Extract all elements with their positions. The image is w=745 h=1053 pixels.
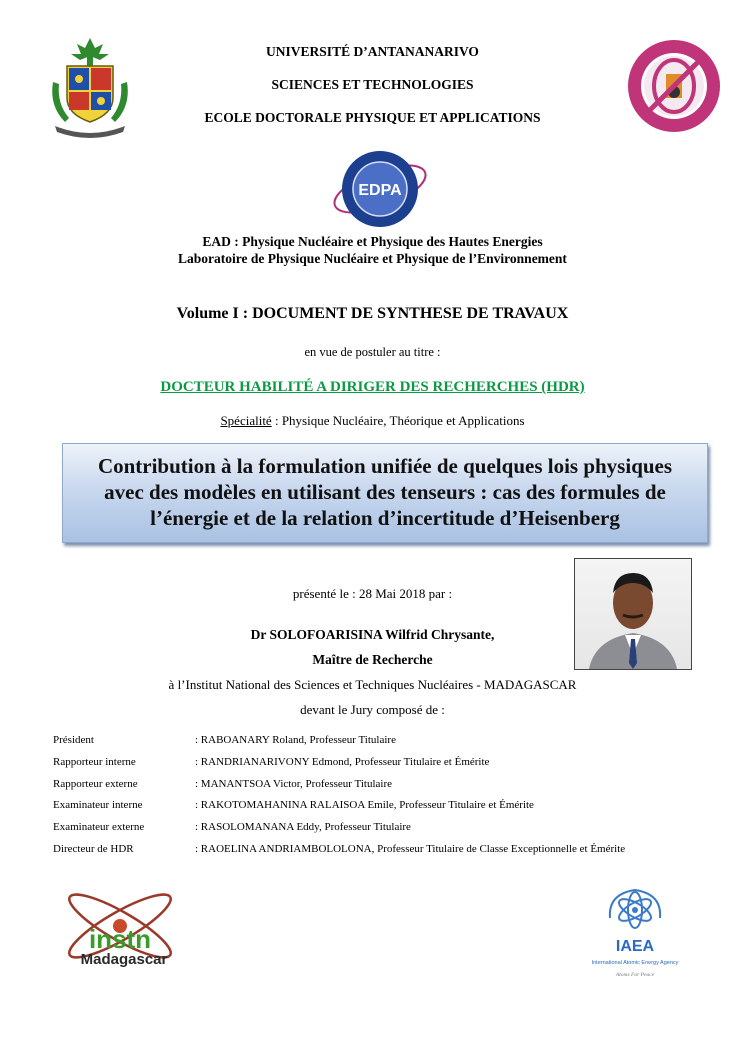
author-name: Dr SOLOFOARISINA Wilfrid Chrysante, <box>250 627 495 642</box>
jury-intro: devant le Jury composé de : <box>300 702 445 717</box>
doctoral-school-name: ECOLE DOCTORALE PHYSIQUE ET APPLICATIONS <box>204 110 541 125</box>
instn-logo-text: instn <box>88 924 152 954</box>
university-name: UNIVERSITÉ D’ANTANANARIVO <box>266 44 479 59</box>
specialty-value: : Physique Nucléaire, Théorique et Applications <box>271 413 525 428</box>
specialty-label: Spécialité <box>220 413 272 428</box>
jury-role: Directeur de HDR <box>53 843 134 855</box>
institution-line: à l’Institut National des Sciences et Techniques Nucléaires - MADAGASCAR <box>168 677 577 692</box>
degree-title-wrap <box>0 378 745 396</box>
jury-member: : RAOELINA ANDRIAMBOLOLONA, Professeur Titulaire de Classe Exceptionnelle et Émérite <box>195 843 626 855</box>
jury-role: Président <box>53 734 94 746</box>
jury-member: : MANANTSOA Victor, Professeur Titulaire <box>195 778 393 790</box>
jury-row <box>53 799 733 815</box>
edpa-logo-text: EDPA <box>358 182 402 199</box>
iaea-logo <box>580 884 690 980</box>
jury-row <box>53 734 733 750</box>
thesis-title-box <box>62 443 708 543</box>
thesis-title-line-1: Contribution à la formulation unifiée de quelques lois physiques <box>97 454 673 478</box>
thesis-title-line-2: avec des modèles en utilisant des tenseurs : cas des formules de <box>104 480 666 504</box>
jury-member: : RANDRIANARIVONY Edmond, Professeur Titulaire et Émérite <box>195 756 490 768</box>
jury-row <box>53 843 733 859</box>
iaea-logo-text: IAEA <box>615 938 655 955</box>
edpa-logo <box>330 143 430 235</box>
iaea-logo-motto: Atoms For Peace <box>615 972 655 978</box>
degree-title: DOCTEUR HABILITÉ A DIRIGER DES RECHERCHES (HDR) <box>160 379 585 395</box>
volume-title: Volume I : DOCUMENT DE SYNTHESE DE TRAVAUX <box>176 305 569 322</box>
iaea-logo-subtext: International Atomic Energy Agency <box>591 960 679 966</box>
jury-role: Examinateur externe <box>53 821 145 833</box>
presented-line: présenté le : 28 Mai 2018 par : <box>292 586 453 601</box>
jury-role: Rapporteur externe <box>53 778 138 790</box>
thesis-title <box>63 453 707 531</box>
jury-role: Examinateur interne <box>53 799 143 811</box>
jury-member: : RABOANARY Roland, Professeur Titulaire <box>195 734 396 746</box>
purpose-line: en vue de postuler au titre : <box>304 345 441 359</box>
ead-line: EAD : Physique Nucléaire et Physique des Hautes Energies <box>202 234 543 249</box>
jury-row <box>53 756 733 772</box>
jury-row <box>53 821 733 837</box>
laboratory-line: Laboratoire de Physique Nucléaire et Physique de l’Environnement <box>178 251 567 266</box>
faculty-name: SCIENCES ET TECHNOLOGIES <box>271 77 474 92</box>
jury-member: : RASOLOMANANA Eddy, Professeur Titulaire <box>195 821 411 833</box>
jury-member: : RAKOTOMAHANINA RALAISOA Emile, Professeur Titulaire et Émérite <box>195 799 534 811</box>
thesis-title-line-3: l’énergie et de la relation d’incertitude d’Heisenberg <box>150 506 620 530</box>
author-rank: Maître de Recherche <box>312 652 433 667</box>
specialty-line <box>0 413 745 429</box>
jury-role: Rapporteur interne <box>53 756 136 768</box>
jury-row <box>53 778 733 794</box>
instn-madagascar-logo <box>58 884 186 980</box>
instn-logo-subtext: Madagascar <box>80 951 168 968</box>
